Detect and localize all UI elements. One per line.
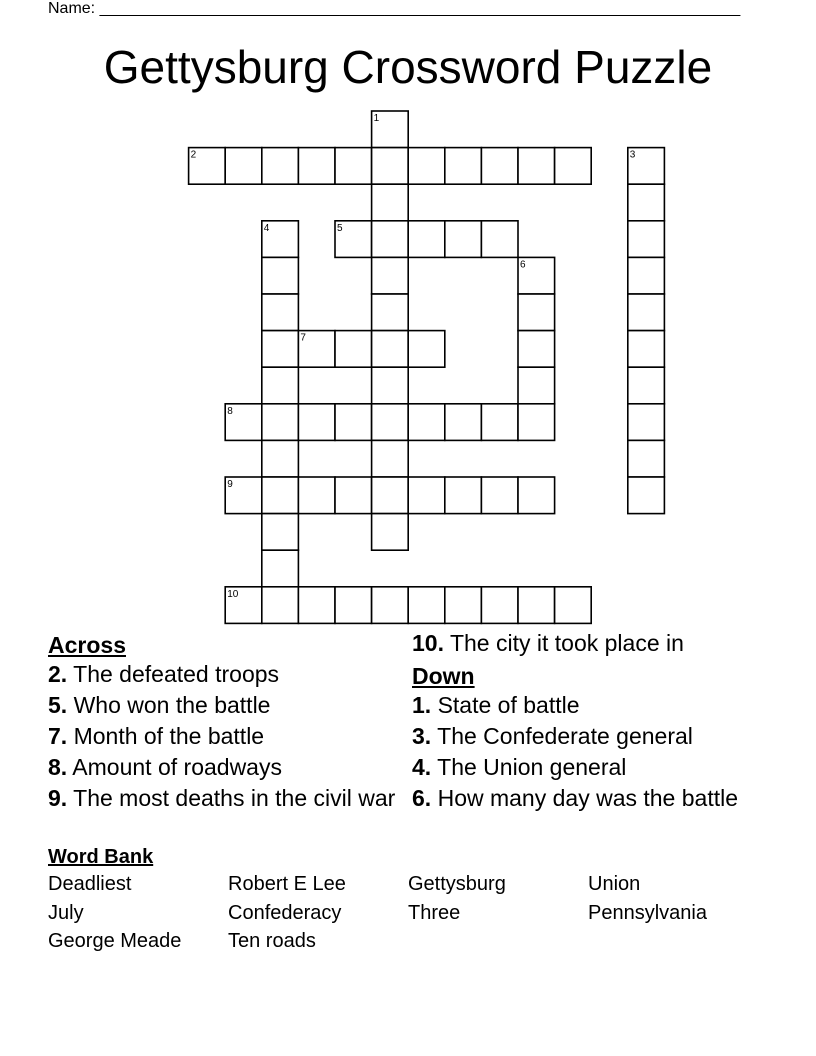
- grid-cell[interactable]: [518, 587, 555, 624]
- word-bank-item: George Meade: [48, 930, 182, 952]
- grid-cell[interactable]: [298, 477, 335, 514]
- grid-clue-number: 7: [300, 332, 306, 344]
- grid-cell[interactable]: [262, 257, 299, 294]
- grid-cell[interactable]: [408, 587, 445, 624]
- grid-cell[interactable]: [372, 477, 409, 514]
- grid-cell[interactable]: [628, 257, 665, 294]
- across-clue: [48, 723, 398, 749]
- grid-cell[interactable]: [408, 148, 445, 185]
- grid-cell[interactable]: [518, 367, 555, 404]
- grid-cell[interactable]: [518, 294, 555, 331]
- across-clue: [48, 785, 398, 811]
- clue-number: 10.: [412, 630, 444, 656]
- grid-cell[interactable]: [262, 148, 299, 185]
- grid-cell[interactable]: [628, 404, 665, 441]
- grid-cell[interactable]: [262, 550, 299, 587]
- across-clue: [48, 692, 398, 718]
- clue-text: Who won the battle: [67, 692, 271, 718]
- clue-text: The defeated troops: [67, 661, 280, 687]
- grid-cell[interactable]: [372, 367, 409, 404]
- clue-number: 2.: [48, 661, 68, 687]
- grid-cell[interactable]: [262, 294, 299, 331]
- grid-cell[interactable]: [518, 331, 555, 368]
- grid-cell[interactable]: [408, 404, 445, 441]
- grid-cell[interactable]: [262, 514, 299, 551]
- word-bank-item: Deadliest: [48, 873, 132, 895]
- grid-cell[interactable]: [628, 477, 665, 514]
- clue-text: State of battle: [431, 692, 580, 718]
- grid-cell[interactable]: [628, 331, 665, 368]
- grid-cell[interactable]: [372, 404, 409, 441]
- word-bank-item: Gettysburg: [408, 873, 506, 895]
- grid-cell[interactable]: [335, 148, 372, 185]
- grid-clue-number: 9: [227, 479, 233, 490]
- grid-clue-number: 1: [373, 113, 380, 124]
- grid-cell[interactable]: [225, 148, 262, 185]
- down-clue: [412, 692, 772, 718]
- grid-cell[interactable]: [262, 404, 299, 441]
- grid-cell[interactable]: [445, 221, 482, 258]
- clue-number: 7.: [48, 723, 68, 749]
- grid-cell[interactable]: [372, 514, 409, 551]
- grid-cell[interactable]: [481, 148, 518, 185]
- grid-cell[interactable]: [262, 477, 299, 514]
- page-title: Gettysburg Crossword Puzzle: [103, 41, 713, 93]
- grid-clue-number: 2: [190, 149, 197, 161]
- grid-clue-number: 6: [520, 259, 526, 271]
- across-clue: [48, 661, 398, 687]
- clue-number: 4.: [412, 754, 432, 780]
- clue-text: The Union general: [431, 754, 627, 780]
- down-clue: [412, 785, 772, 811]
- grid-clue-number: 4: [263, 222, 270, 234]
- grid-cell[interactable]: [518, 148, 555, 185]
- grid-cell[interactable]: [628, 440, 665, 477]
- grid-cell[interactable]: [372, 331, 409, 368]
- word-bank-item: Ten roads: [228, 930, 316, 952]
- grid-cell[interactable]: [445, 587, 482, 624]
- clue-text: The Confederate general: [431, 723, 693, 749]
- grid-clue-number: 3: [629, 149, 636, 161]
- down-clue: [412, 754, 772, 780]
- grid-clue-number: 8: [227, 405, 233, 417]
- clue-number: 8.: [48, 754, 68, 780]
- down-heading: Down: [412, 663, 475, 689]
- grid-cell[interactable]: [445, 404, 482, 441]
- grid-clue-number: 10: [227, 588, 239, 600]
- clue-number: 6.: [412, 785, 432, 811]
- grid-cell[interactable]: [298, 587, 335, 624]
- grid-cell[interactable]: [372, 587, 409, 624]
- clue-number: 1.: [412, 692, 432, 718]
- grid-cell[interactable]: [628, 221, 665, 258]
- grid-cell[interactable]: [555, 587, 592, 624]
- grid-cell[interactable]: [628, 367, 665, 404]
- grid-cell[interactable]: [372, 148, 409, 185]
- grid-cell[interactable]: [628, 184, 665, 221]
- grid-cell[interactable]: [518, 477, 555, 514]
- grid-cell[interactable]: [518, 404, 555, 441]
- grid-cell[interactable]: [262, 440, 299, 477]
- grid-cell[interactable]: [262, 587, 299, 624]
- clue-text: The most deaths in the civil war: [67, 785, 396, 811]
- grid-cell[interactable]: [408, 477, 445, 514]
- grid-cell[interactable]: [335, 404, 372, 441]
- across-clue: [48, 754, 398, 780]
- clue-text: Month of the battle: [67, 723, 265, 749]
- grid-cell[interactable]: [298, 148, 335, 185]
- grid-cell[interactable]: [408, 331, 445, 368]
- grid-cell[interactable]: [372, 440, 409, 477]
- down-clue: [412, 723, 772, 749]
- across-heading: Across: [48, 632, 126, 658]
- clue-number: 5.: [48, 692, 68, 718]
- grid-cell[interactable]: [262, 367, 299, 404]
- word-bank-item: Pennsylvania: [588, 901, 707, 924]
- word-bank-item: Confederacy: [228, 901, 342, 924]
- grid-cell[interactable]: [372, 184, 409, 221]
- grid-cell[interactable]: [628, 294, 665, 331]
- word-bank-item: Robert E Lee: [228, 873, 346, 895]
- clue-number: 3.: [412, 723, 432, 749]
- grid-cell[interactable]: [298, 404, 335, 441]
- clue-across-10: [412, 630, 772, 656]
- clue-text: The city it took place in: [443, 630, 684, 656]
- grid-cell[interactable]: [262, 331, 299, 368]
- grid-cell[interactable]: [481, 404, 518, 441]
- grid-cell[interactable]: [335, 477, 372, 514]
- grid-cell[interactable]: [445, 148, 482, 185]
- grid-cell[interactable]: [481, 477, 518, 514]
- grid-clue-number: 5: [337, 222, 343, 234]
- grid-cell[interactable]: [481, 221, 518, 258]
- clue-text: How many day was the battle: [431, 785, 739, 811]
- across-clues: [48, 630, 398, 816]
- word-bank-item: Union: [588, 873, 641, 895]
- grid-cell[interactable]: [335, 331, 372, 368]
- grid-cell[interactable]: [372, 294, 409, 331]
- clue-text: Amount of roadways: [67, 754, 282, 780]
- word-bank-item: Three: [408, 901, 461, 924]
- grid-cell[interactable]: [555, 148, 592, 185]
- grid-cell[interactable]: [335, 587, 372, 624]
- word-bank-title: Word Bank: [48, 846, 154, 868]
- clue-number: 9.: [48, 785, 68, 811]
- down-clues: [412, 630, 772, 816]
- word-bank-item: July: [48, 901, 84, 924]
- grid-cell[interactable]: [408, 221, 445, 258]
- grid-cell[interactable]: [372, 221, 409, 258]
- grid-cell[interactable]: [372, 257, 409, 294]
- grid-cell[interactable]: [445, 477, 482, 514]
- grid-cell[interactable]: [481, 587, 518, 624]
- name-field-label: Name: ________________________________________________________________________: [48, 0, 741, 17]
